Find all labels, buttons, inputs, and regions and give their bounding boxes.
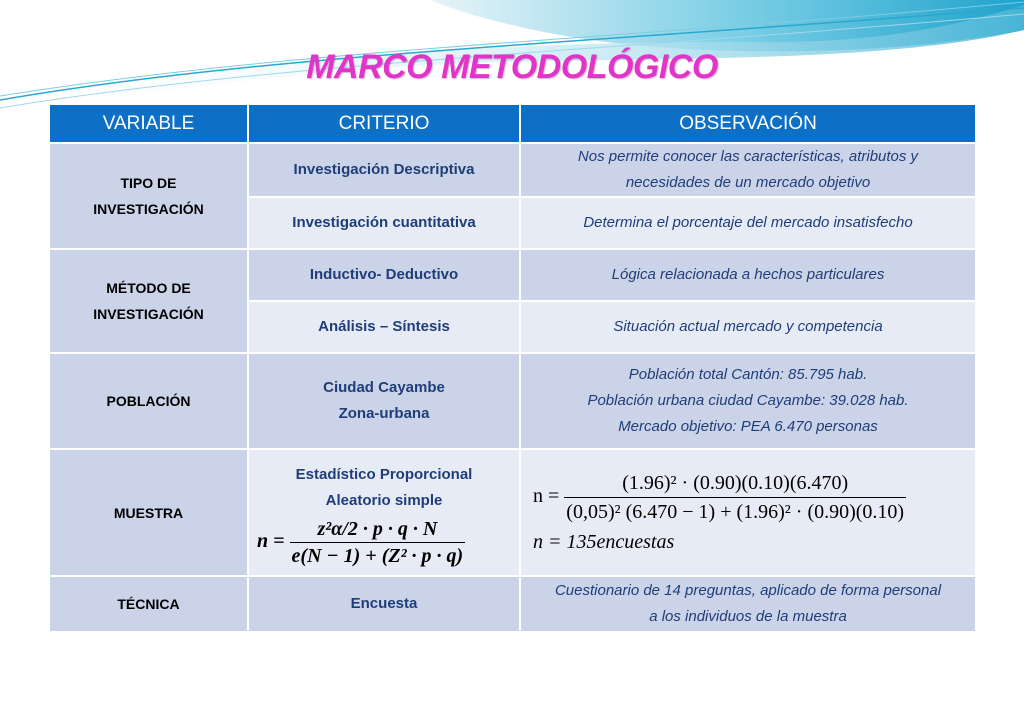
sample-result: n = 135encuestas <box>533 531 675 553</box>
criterio-cell: Encuesta <box>248 576 520 632</box>
criterio-cell: Análisis – Síntesis <box>248 301 520 353</box>
formula-numerator: z²α/2 · p · q · N <box>317 518 438 540</box>
observacion-line: Población urbana ciudad Cayambe: 39.028 hab. <box>587 392 909 409</box>
observacion-cell: Situación actual mercado y competencia <box>520 301 976 353</box>
formula-denominator: (0,05)² (6.470 − 1) + (1.96)² · (0.90)(0.10) <box>564 497 906 524</box>
formula-lhs: n = <box>533 485 560 508</box>
criterio-line: Zona-urbana <box>338 405 430 422</box>
header-variable: VARIABLE <box>49 104 248 143</box>
variable-cell: MUESTRA <box>49 449 248 576</box>
table-header-row <box>49 104 976 143</box>
observacion-line: Nos permite conocer las características, atributos y <box>577 148 919 165</box>
variable-line: INVESTIGACIÓN <box>93 306 204 322</box>
criterio-line: Aleatorio simple <box>325 492 443 509</box>
formula-fraction <box>290 518 466 567</box>
observacion-line: Mercado objetivo: PEA 6.470 personas <box>618 418 878 435</box>
header-observacion: OBSERVACIÓN <box>520 104 976 143</box>
criterio-cell: Inductivo- Deductivo <box>248 249 520 301</box>
variable-line: TIPO DE <box>120 175 177 191</box>
sample-size-formula <box>255 518 513 567</box>
variable-cell: TÉCNICA <box>49 576 248 632</box>
formula-fraction <box>564 471 906 524</box>
variable-cell: POBLACIÓN <box>49 353 248 449</box>
observacion-cell <box>520 449 976 576</box>
applied-formula <box>533 471 969 524</box>
criterio-cell: Investigación cuantitativa <box>248 197 520 249</box>
observacion-line: Población total Cantón: 85.795 hab. <box>628 366 868 383</box>
observacion-cell <box>520 353 976 449</box>
table-row <box>49 353 976 449</box>
table-row <box>49 576 976 632</box>
page-title: MARCO METODOLÓGICO <box>306 48 718 86</box>
variable-line: MÉTODO DE <box>106 280 191 296</box>
table-row <box>49 249 976 301</box>
observacion-line: necesidades de un mercado objetivo <box>625 174 871 191</box>
formula-numerator: (1.96)² · (0.90)(0.10)(6.470) <box>622 472 849 494</box>
table-row <box>49 143 976 197</box>
observacion-cell <box>520 576 976 632</box>
observacion-cell: Lógica relacionada a hechos particulares <box>520 249 976 301</box>
criterio-line: Ciudad Cayambe <box>323 379 445 396</box>
observacion-cell <box>520 143 976 197</box>
variable-cell <box>49 249 248 353</box>
observacion-cell: Determina el porcentaje del mercado insatisfecho <box>520 197 976 249</box>
criterio-cell: Investigación Descriptiva <box>248 143 520 197</box>
formula-denominator: e(N − 1) + (Z² · p · q) <box>290 542 466 567</box>
table-row <box>49 449 976 576</box>
variable-line: INVESTIGACIÓN <box>93 201 204 217</box>
methodology-table <box>48 103 977 633</box>
observacion-line: Cuestionario de 14 preguntas, aplicado de forma personal <box>554 582 942 599</box>
criterio-line: Estadístico Proporcional <box>295 466 473 483</box>
formula-lhs: n = <box>257 530 285 553</box>
header-criterio: CRITERIO <box>248 104 520 143</box>
criterio-cell <box>248 353 520 449</box>
variable-cell <box>49 143 248 249</box>
observacion-line: a los individuos de la muestra <box>649 608 847 625</box>
criterio-cell <box>248 449 520 576</box>
